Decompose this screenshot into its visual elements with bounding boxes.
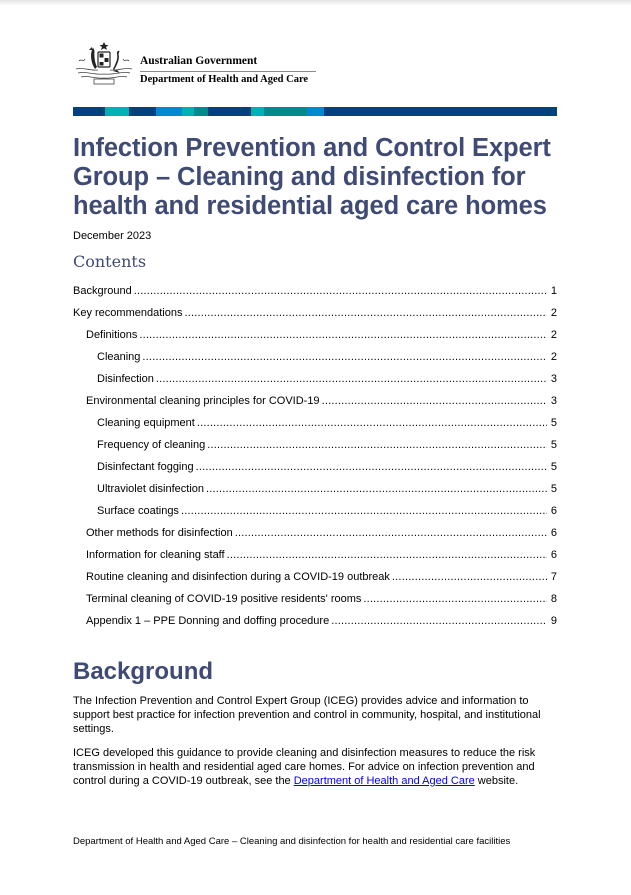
toc-dot-leader [139, 329, 547, 341]
toc-dot-leader [142, 351, 547, 363]
background-paragraph-1: The Infection Prevention and Control Expert Group (ICEG) provides advice and information to support best practice for infection prevention and control in community, hospital, and institutional settings. [73, 695, 541, 735]
toc-entry[interactable] [73, 522, 557, 544]
toc-entry[interactable] [73, 456, 557, 478]
toc-dot-leader [181, 505, 547, 517]
toc-entry-label[interactable]: Surface coatings [97, 505, 179, 517]
background-paragraph-2 [73, 746, 563, 788]
toc-entry[interactable] [73, 302, 557, 324]
coat-of-arms-icon [73, 41, 135, 87]
color-bar-segment [324, 107, 557, 116]
header-divider [140, 71, 316, 72]
toc-page-number[interactable]: 5 [550, 461, 557, 473]
toc-dot-leader [363, 593, 547, 605]
toc-entry[interactable] [73, 566, 557, 588]
toc-page-number[interactable]: 8 [550, 593, 557, 605]
toc-page-number[interactable]: 2 [550, 307, 557, 319]
paragraph-text: website. [474, 775, 519, 787]
toc-dot-leader [197, 417, 547, 429]
toc-entry-label[interactable]: Background [73, 285, 132, 297]
paragraph-text: ICEG developed this guidance to provide cleaning and disinfection measures to reduce the risk transmission in health and residential aged care homes. For advice on infection prevention and control during a COVID-19 outbreak, see the [73, 747, 536, 787]
toc-entry[interactable] [73, 434, 557, 456]
toc-dot-leader [156, 373, 547, 385]
toc-entry[interactable] [73, 280, 557, 302]
toc-entry[interactable] [73, 610, 557, 632]
toc-page-number[interactable]: 5 [550, 439, 557, 451]
government-name: Australian Government [140, 55, 258, 67]
color-bar-segment [105, 107, 129, 116]
toc-entry[interactable] [73, 346, 557, 368]
toc-dot-leader [392, 571, 547, 583]
toc-dot-leader [322, 395, 547, 407]
toc-page-number[interactable]: 9 [550, 615, 557, 627]
toc-page-number[interactable]: 2 [550, 329, 557, 341]
table-of-contents [73, 280, 557, 632]
color-bar-segment [194, 107, 208, 116]
toc-entry[interactable] [73, 588, 557, 610]
toc-entry[interactable] [73, 478, 557, 500]
toc-page-number[interactable]: 6 [550, 549, 557, 561]
toc-entry[interactable] [73, 412, 557, 434]
toc-entry[interactable] [73, 324, 557, 346]
toc-dot-leader [207, 439, 547, 451]
toc-page-number[interactable]: 5 [550, 483, 557, 495]
brand-color-bar [73, 107, 557, 116]
toc-dot-leader [235, 527, 547, 539]
page-footer: Department of Health and Aged Care – Cleaning and disinfection for health and residential care facilities [73, 836, 511, 847]
toc-page-number[interactable]: 2 [550, 351, 557, 363]
color-bar-segment [129, 107, 156, 116]
page-top-shadow [0, 0, 631, 6]
toc-page-number[interactable]: 1 [550, 285, 557, 297]
toc-entry-label[interactable]: Other methods for disinfection [86, 527, 233, 539]
color-bar-segment [73, 107, 105, 116]
toc-page-number[interactable]: 7 [550, 571, 557, 583]
toc-entry[interactable] [73, 500, 557, 522]
toc-entry[interactable] [73, 544, 557, 566]
toc-entry[interactable] [73, 368, 557, 390]
color-bar-segment [208, 107, 251, 116]
toc-entry-label[interactable]: Key recommendations [73, 307, 183, 319]
toc-entry-label[interactable]: Appendix 1 – PPE Donning and doffing procedure [86, 615, 330, 627]
department-name: Department of Health and Aged Care [140, 74, 309, 85]
toc-entry-label[interactable]: Cleaning [97, 351, 141, 363]
toc-page-number[interactable]: 6 [550, 505, 557, 517]
toc-entry-label[interactable]: Frequency of cleaning [97, 439, 206, 451]
toc-entry-label[interactable]: Definitions [86, 329, 138, 341]
toc-dot-leader [134, 285, 547, 297]
toc-dot-leader [184, 307, 547, 319]
color-bar-segment [307, 107, 324, 116]
toc-entry-label[interactable]: Terminal cleaning of COVID-19 positive residents' rooms [86, 593, 362, 605]
document-title: Infection Prevention and Control Expert Group – Cleaning and disinfection for health and residential aged care homes [73, 134, 551, 220]
toc-entry-label[interactable]: Disinfection [97, 373, 154, 385]
toc-dot-leader [196, 461, 547, 473]
background-heading: Background [73, 658, 214, 685]
document-date: December 2023 [73, 230, 152, 242]
toc-entry-label[interactable]: Cleaning equipment [97, 417, 195, 429]
toc-entry-label[interactable]: Information for cleaning staff [86, 549, 225, 561]
toc-page-number[interactable]: 6 [550, 527, 557, 539]
color-bar-segment [251, 107, 264, 116]
department-website-link[interactable]: Department of Health and Aged Care [293, 775, 475, 787]
toc-page-number[interactable]: 3 [550, 395, 557, 407]
toc-entry-label[interactable]: Environmental cleaning principles for COVID-19 [86, 395, 320, 407]
color-bar-segment [182, 107, 194, 116]
toc-page-number[interactable]: 3 [550, 373, 557, 385]
toc-entry-label[interactable]: Routine cleaning and disinfection during a COVID-19 outbreak [86, 571, 390, 583]
toc-page-number[interactable]: 5 [550, 417, 557, 429]
contents-heading: Contents [73, 252, 147, 271]
color-bar-segment [264, 107, 307, 116]
toc-entry-label[interactable]: Disinfectant fogging [97, 461, 194, 473]
toc-dot-leader [206, 483, 547, 495]
toc-dot-leader [331, 615, 547, 627]
color-bar-segment [156, 107, 182, 116]
toc-dot-leader [227, 549, 547, 561]
toc-entry-label[interactable]: Ultraviolet disinfection [97, 483, 204, 495]
toc-entry[interactable] [73, 390, 557, 412]
